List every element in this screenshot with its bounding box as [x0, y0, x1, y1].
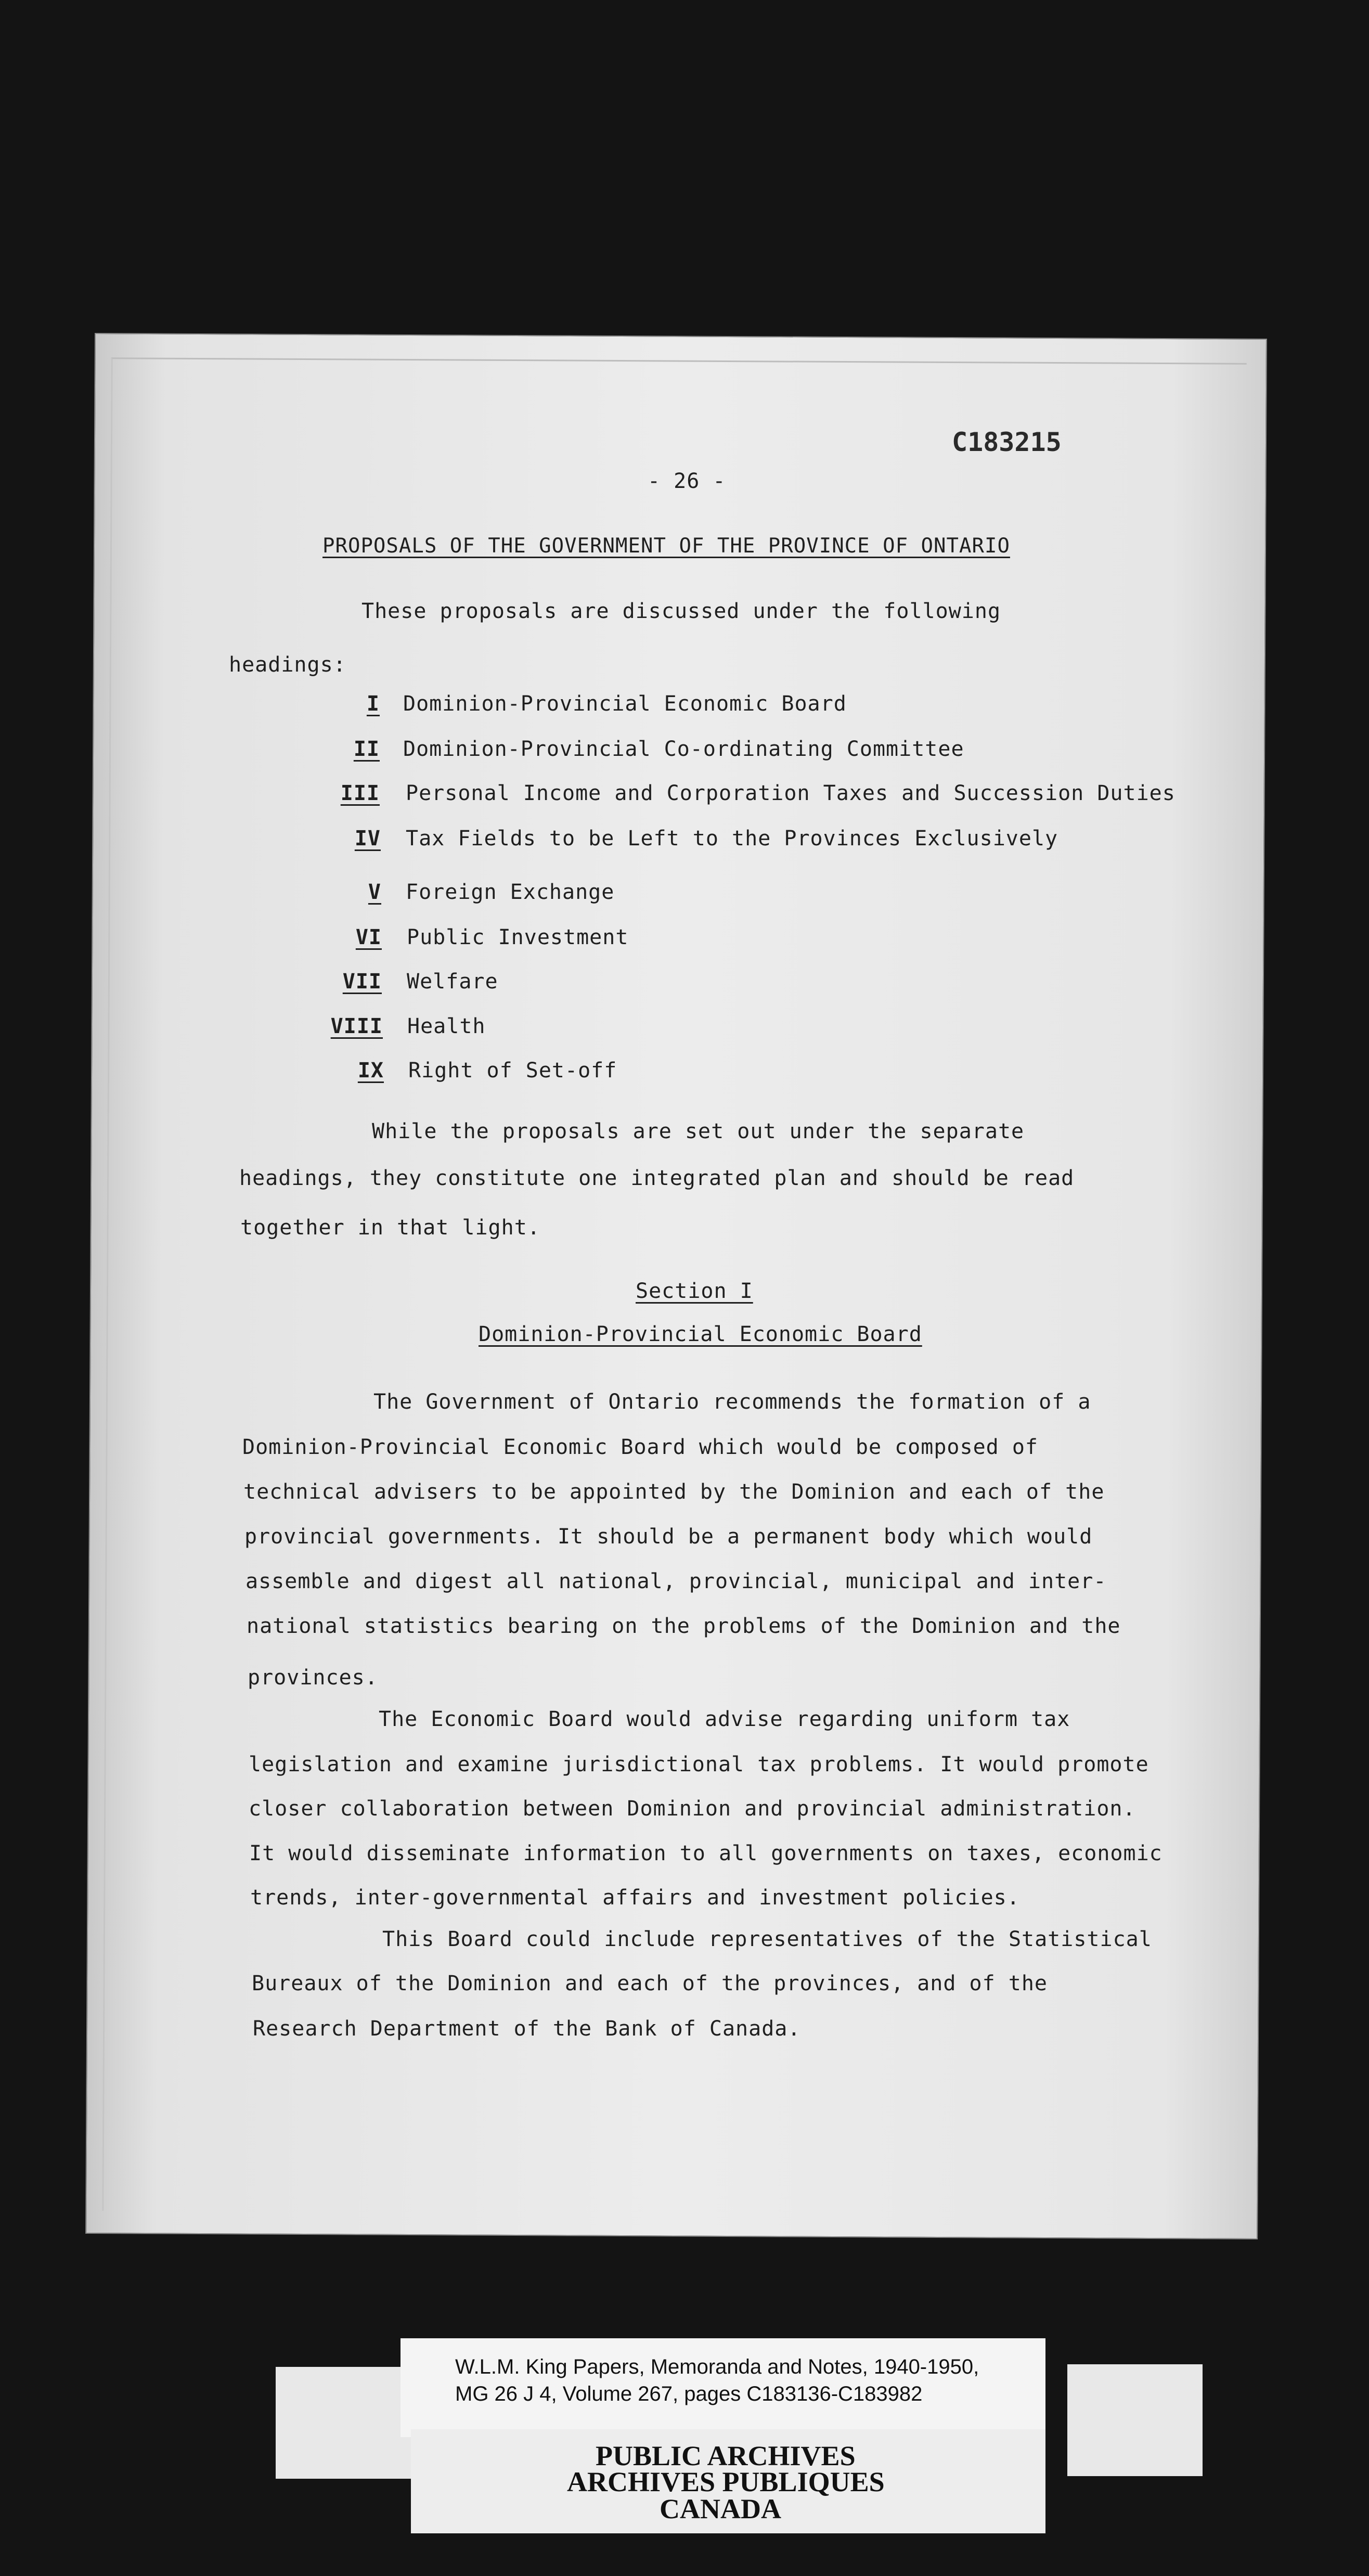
heading-text: Dominion-Provincial Co-ordinating Committee	[403, 737, 964, 761]
paragraph-line: Dominion-Provincial Economic Board which would be composed of	[242, 1435, 1039, 1459]
paragraph-line: technical advisers to be appointed by the Dominion and each of the	[243, 1480, 1105, 1504]
paragraph-line: headings, they constitute one integrated plan and should be read	[239, 1166, 1075, 1190]
archive-name-en: PUBLIC ARCHIVES	[596, 2440, 856, 2471]
heading-numeral: VII	[342, 970, 382, 994]
paragraph-line: It would disseminate information to all governments on taxes, economic	[249, 1841, 1163, 1865]
paragraph-line: Bureaux of the Dominion and each of the provinces, and of the	[252, 1972, 1048, 1995]
heading-numeral: V	[368, 880, 381, 904]
heading-numeral: II	[353, 737, 380, 761]
intro-line: headings:	[229, 653, 346, 677]
heading-text: Dominion-Provincial Economic Board	[403, 692, 847, 716]
citation-line: W.L.M. King Papers, Memoranda and Notes, 1940-1950,	[455, 2355, 979, 2378]
label-tab-right	[1067, 2364, 1203, 2476]
paragraph-line: national statistics bearing on the problems of the Dominion and the	[247, 1614, 1121, 1638]
heading-text: Tax Fields to be Left to the Provinces Exclusively	[406, 827, 1058, 851]
heading-numeral: IX	[357, 1059, 384, 1083]
heading-numeral: IV	[354, 827, 381, 851]
citation-line: MG 26 J 4, Volume 267, pages C183136-C183982	[455, 2382, 923, 2405]
heading-numeral: VIII	[330, 1014, 383, 1038]
document-title: PROPOSALS OF THE GOVERNMENT OF THE PROVINCE OF ONTARIO	[322, 534, 1010, 558]
paragraph-line: closer collaboration between Dominion and provincial administration.	[249, 1797, 1136, 1821]
paragraph-line: provincial governments. It should be a permanent body which would	[244, 1525, 1093, 1549]
paragraph-line: This Board could include representatives of the Statistical	[382, 1927, 1152, 1951]
heading-text: Personal Income and Corporation Taxes and Succession Duties	[406, 781, 1176, 805]
section-title: Dominion-Provincial Economic Board	[479, 1322, 922, 1346]
heading-text: Public Investment	[407, 925, 629, 949]
paragraph-line: The Economic Board would advise regarding uniform tax	[379, 1707, 1070, 1731]
paragraph-line: together in that light.	[240, 1216, 540, 1240]
archive-country: CANADA	[660, 2493, 781, 2525]
intro-line: These proposals are discussed under the following	[361, 599, 1001, 623]
label-tab-left	[276, 2367, 411, 2479]
heading-numeral: VI	[355, 925, 382, 949]
paragraph-line: The Government of Ontario recommends the formation of a	[373, 1390, 1091, 1414]
paragraph-line: While the proposals are set out under the separate	[372, 1119, 1025, 1143]
reference-number: C183215	[952, 427, 1062, 457]
section-label: Section I	[636, 1279, 753, 1303]
heading-numeral: III	[340, 781, 380, 805]
heading-text: Right of Set-off	[408, 1059, 617, 1083]
heading-numeral: I	[366, 692, 380, 716]
paragraph-line: assemble and digest all national, provincial, municipal and inter-	[246, 1569, 1107, 1593]
heading-text: Foreign Exchange	[406, 880, 615, 904]
paragraph-line: legislation and examine jurisdictional tax problems. It would promote	[249, 1753, 1149, 1776]
archive-name-fr: ARCHIVES PUBLIQUES	[567, 2466, 885, 2497]
paragraph-line: trends, inter-governmental affairs and investment policies.	[250, 1886, 1020, 1910]
page-number: - 26 -	[648, 469, 726, 493]
heading-text: Welfare	[407, 970, 498, 994]
paragraph-line: Research Department of the Bank of Canada.	[253, 2017, 801, 2041]
paragraph-line: provinces.	[248, 1666, 378, 1690]
heading-text: Health	[407, 1014, 486, 1038]
